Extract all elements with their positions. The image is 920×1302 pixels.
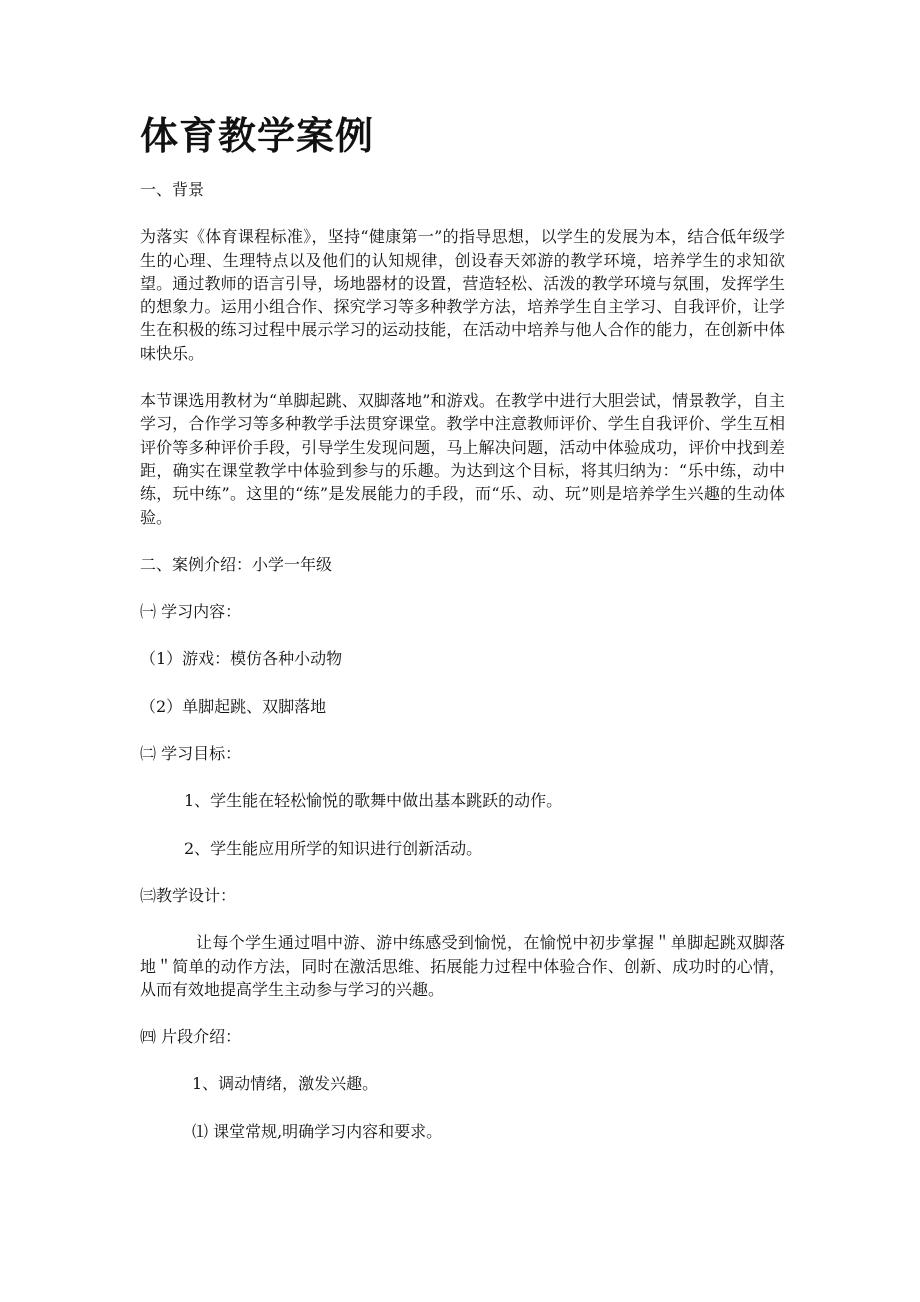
- learning-goal-1: 1、学生能在轻松愉悦的歌舞中做出基本跳跃的动作。: [184, 791, 563, 811]
- background-paragraph-1: 为落实《体育课程标准》，坚持“健康第一”的指导思想，以学生的发展为本，结合低年级学生的心理、生理特点以及他们的认知规律，创设春天郊游的教学环境，培养学生的求知欲望。通过教师的语言引导，场地器材的设置，营造轻松、活泼的教学环境与氛围，发挥学生的想象力。运用小组合作、探究学习等多种教学方法，培养学生自主学习、自我评价，让学生在积极的练习过程中展示学习的运动技能，在活动中培养与他人合作的能力，在创新中体味快乐。: [140, 227, 785, 363]
- learning-goal-2: 2、学生能应用所学的知识进行创新活动。: [184, 838, 483, 858]
- document-page: [140, 110, 785, 1143]
- background-heading: 一、背景: [140, 180, 205, 199]
- segment-item-1: 1、调动情绪，激发兴趣。: [192, 1074, 379, 1094]
- segment-heading: ㈣ 片段介绍：: [140, 1027, 242, 1047]
- learning-content-heading: ㈠ 学习内容：: [140, 602, 242, 622]
- learning-content-item-1: （1）游戏：模仿各种小动物: [140, 649, 343, 669]
- learning-content-item-2: （2）单脚起跳、双脚落地: [140, 696, 327, 716]
- teaching-design-heading: ㈢教学设计：: [140, 885, 237, 905]
- segment-item-1-sub-1: ⑴ 课堂常规,明确学习内容和要求。: [192, 1121, 443, 1141]
- case-heading: 二、案例介绍：小学一年级: [140, 554, 333, 574]
- learning-goals-heading: ㈡ 学习目标：: [140, 744, 242, 764]
- teaching-design-paragraph: 让每个学生通过唱中游、游中练感受到愉悦，在愉悦中初步掌握＂单脚起跳双脚落地＂简单的动作方法，同时在激活思维、拓展能力过程中体验合作、创新、成功时的心情，从而有效地提高学生主动参与学习的兴趣。: [140, 933, 785, 999]
- background-paragraph-2: 本节课选用教材为“单脚起跳、双脚落地”和游戏。在教学中进行大胆尝试，情景教学，自主学习，合作学习等多种教学手法贯穿课堂。教学中注意教师评价、学生自我评价、学生互相评价等多种评价手段，引导学生发现问题，马上解决问题，活动中体验成功，评价中找到差距，确实在课堂教学中体验到参与的乐趣。为达到这个目标，将其归纳为：“乐中练，动中练，玩中练”。这里的“练”是发展能力的手段，而“乐、动、玩”则是培养学生兴趣的生动体验。: [140, 391, 785, 527]
- document-title: 体育教学案例: [140, 114, 375, 158]
